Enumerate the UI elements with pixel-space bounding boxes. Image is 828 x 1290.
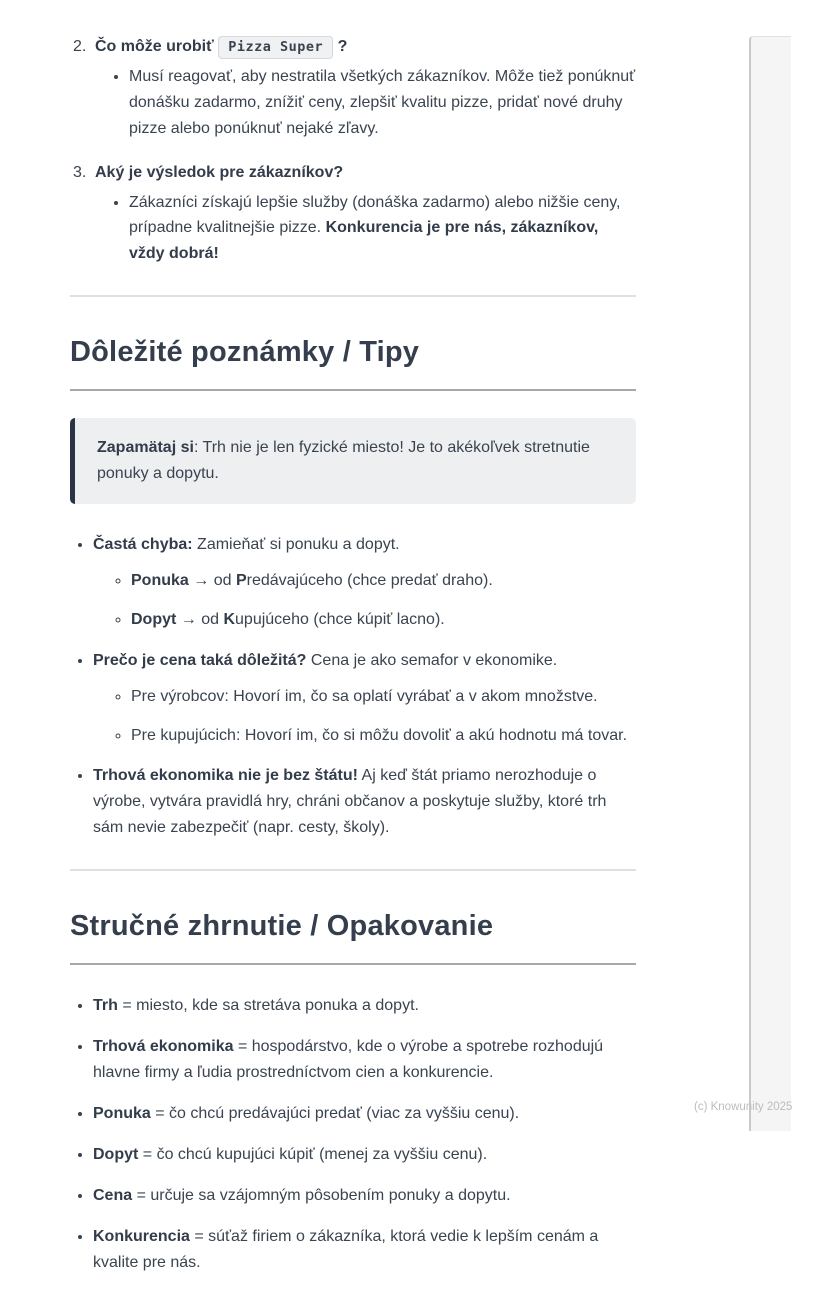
text-run: Trhová ekonomika (93, 1038, 234, 1056)
text-run: Čo môže urobiť (95, 38, 219, 55)
text-run: Pre výrobcov: Hovorí im, čo sa oplatí vyrábať a v akom množstve. (131, 687, 598, 705)
text-run: K (223, 610, 236, 628)
text-run: = súťaž firiem o zákazníka, ktorá vedie k lepším cenám a kvalite pre nás. (93, 1227, 599, 1271)
text-paragraph (97, 435, 612, 487)
text-run: Prečo je cena taká dôležitá? (93, 651, 307, 669)
list-item (93, 1224, 636, 1276)
text-run: Trhová ekonomika nie je bez štátu! (93, 767, 358, 785)
text-paragraph (129, 190, 636, 268)
bullets (95, 64, 636, 142)
text-run: Konkurencia je pre nás, zákazníkov, vždy dobrá! (129, 219, 599, 263)
bullets (70, 532, 636, 841)
bullets (70, 993, 636, 1275)
text-paragraph (131, 723, 636, 749)
text-run: Musí reagovať, aby nestratila všetkých zákazníkov. Môže tiež ponúknuť donášku zadarmo, znížiť ceny, zlepšiť kvalitu pizze, pridať nové druhy pizze alebo ponúknuť nejaké zľavy. (129, 67, 636, 137)
text-paragraph (93, 763, 636, 841)
text-run: Konkurencia (93, 1227, 190, 1245)
section-divider (70, 295, 636, 297)
text-paragraph (131, 607, 636, 633)
sub-list-item (131, 684, 636, 710)
watermark: (c) Knowunity 2025 (694, 1101, 793, 1113)
list-item (93, 993, 636, 1019)
numbered-list (70, 34, 636, 267)
text-run: Ponuka (131, 571, 189, 589)
list-item (93, 1101, 636, 1127)
text-paragraph (93, 648, 636, 674)
text-run: Pre kupujúcich: Hovorí im, čo si môžu dovoliť a akú hodnotu má tovar. (131, 726, 628, 744)
sections (70, 295, 636, 1275)
text-run: = určuje sa vzájomným pôsobením ponuky a dopytu. (132, 1186, 511, 1204)
text-run: = čo chcú predávajúci predať (viac za vyššiu cenu). (150, 1104, 520, 1122)
text-run: Dopyt (131, 610, 177, 628)
text-run: Zapamätaj si (97, 439, 194, 457)
sub-list-item (131, 607, 636, 633)
text-run: → od (188, 571, 236, 589)
section-heading: Dôležité poznámky / Tipy (70, 329, 636, 391)
text-paragraph (93, 1034, 636, 1086)
scrollbar-track[interactable] (749, 36, 791, 1131)
text-run: Trh (93, 997, 118, 1015)
text-run: Ponuka (93, 1104, 151, 1122)
text-paragraph (93, 1224, 636, 1276)
item-number: 3. (73, 163, 87, 181)
text-paragraph (93, 1183, 636, 1209)
text-run: Aj keď štát priamo nerozhoduje o výrobe, vytvára pravidlá hry, chráni občanov a poskytuje služby, ktoré trh sám nevie zabezpečiť (napr. cesty, školy). (93, 767, 607, 837)
sub-list-item (131, 723, 636, 749)
item-number: 2. (73, 38, 87, 55)
text-run: Cena je ako semafor v ekonomike. (306, 651, 558, 669)
text-paragraph (129, 64, 636, 142)
text-paragraph (131, 684, 636, 710)
list-item (93, 1034, 636, 1086)
text-paragraph (93, 993, 636, 1019)
sub-list-item (131, 568, 636, 594)
text-run: = čo chcú kupujúci kúpiť (menej za vyššiu cenu). (138, 1145, 488, 1163)
list-item (93, 532, 636, 633)
text-paragraph (93, 1142, 636, 1168)
section-divider (70, 869, 636, 871)
item-title (95, 34, 636, 60)
text-run: P (235, 571, 247, 589)
document-content (70, 34, 636, 1290)
text-run: Dopyt (93, 1145, 139, 1163)
bullets (95, 190, 636, 268)
list-item (93, 763, 636, 841)
text-run: Zákazníci získajú lepšie služby (donáška zadarmo) alebo nižšie ceny, prípadne kvalitnejšie pizze. (129, 193, 621, 237)
text-paragraph (93, 532, 636, 558)
text-run: : Trh nie je len fyzické miesto! Je to akékoľvek stretnutie ponuky a dopytu. (97, 439, 590, 483)
sub-bullets (93, 568, 636, 633)
text-run: Zamieňať si ponuku a dopyt. (192, 536, 400, 554)
text-paragraph (131, 568, 636, 594)
text-run: ? (333, 38, 348, 55)
inline-code: Pizza Super (218, 36, 333, 59)
numbered-item (70, 34, 636, 142)
sub-bullets (93, 684, 636, 749)
list-item (93, 648, 636, 749)
text-run: Aký je výsledok pre zákazníkov? (95, 163, 344, 181)
text-run: redávajúceho (chce predať draho). (246, 571, 493, 589)
list-item (93, 1183, 636, 1209)
text-run: = hospodárstvo, kde o výrobe a spotrebe rozhodujú hlavne firmy a ľudia prostredníctvom cien a konkurencie. (93, 1038, 604, 1081)
text-run: = miesto, kde sa stretáva ponuka a dopyt. (117, 997, 419, 1015)
list-item (129, 64, 636, 142)
section-heading: Stručné zhrnutie / Opakovanie (70, 903, 636, 965)
list-item (93, 1142, 636, 1168)
numbered-item (70, 160, 636, 268)
text-run: upujúceho (chce kúpiť lacno). (235, 610, 445, 628)
text-run: Cena (93, 1186, 133, 1204)
text-run: → od (176, 610, 224, 628)
text-run: Častá chyba: (93, 536, 193, 554)
callout-box (70, 418, 636, 504)
item-title (95, 160, 636, 186)
text-paragraph (93, 1101, 636, 1127)
list-item (129, 190, 636, 268)
